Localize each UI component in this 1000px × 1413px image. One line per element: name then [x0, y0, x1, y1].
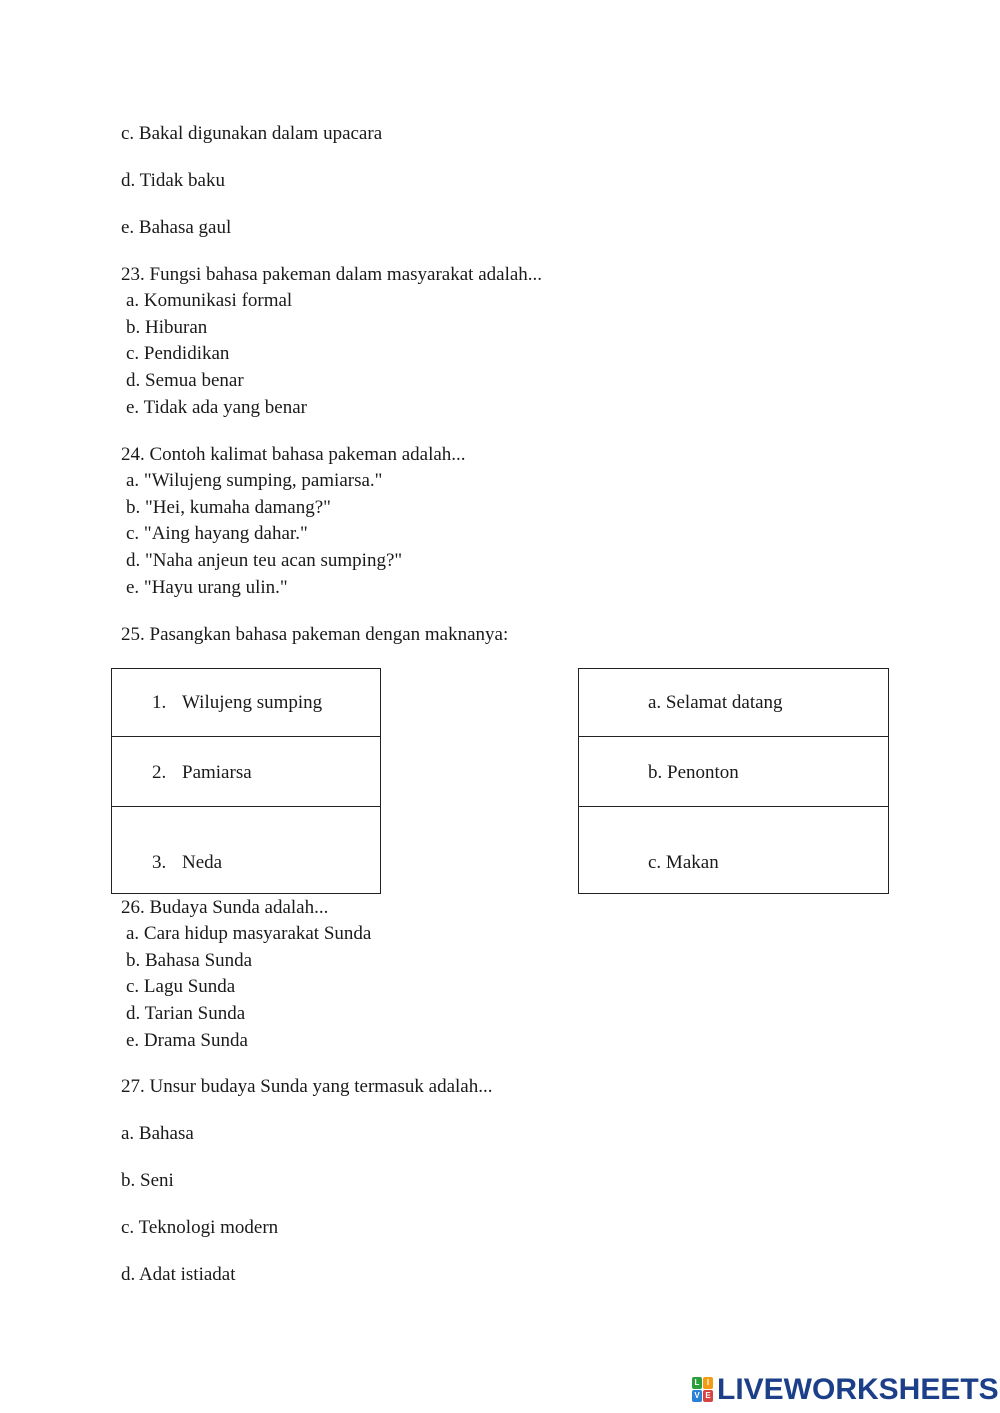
q24-option-a: a. "Wilujeng sumping, pamiarsa."	[126, 470, 383, 491]
q23-option-d: d. Semua benar	[126, 370, 244, 391]
logo-letter-tile: I	[703, 1377, 713, 1389]
liveworksheets-logo-icon	[692, 1377, 714, 1403]
match-left-table	[111, 668, 381, 894]
q23-option-c: c. Pendidikan	[126, 343, 230, 364]
match-right-row	[579, 736, 888, 807]
liveworksheets-wordmark: LIVEWORKSHEETS	[717, 1373, 999, 1406]
match-left-row	[112, 669, 380, 737]
match-left-term: Wilujeng sumping	[182, 692, 323, 713]
logo-letter-tile: L	[692, 1377, 702, 1389]
match-left-number: 3.	[152, 852, 167, 873]
match-right-row	[579, 669, 888, 737]
q24-option-d: d. "Naha anjeun teu acan sumping?"	[126, 550, 403, 571]
prev-option-d: d. Tidak baku	[121, 170, 225, 191]
match-right-row	[579, 806, 888, 894]
q24-option-e: e. "Hayu urang ulin."	[126, 577, 288, 598]
match-left-row	[112, 806, 380, 894]
match-left-row	[112, 736, 380, 807]
question-24: 24. Contoh kalimat bahasa pakeman adalah...	[121, 444, 466, 465]
prev-option-e: e. Bahasa gaul	[121, 217, 232, 238]
q26-option-a: a. Cara hidup masyarakat Sunda	[126, 923, 372, 944]
q23-option-b: b. Hiburan	[126, 317, 208, 338]
q24-option-c: c. "Aing hayang dahar."	[126, 523, 308, 544]
q26-option-e: e. Drama Sunda	[126, 1030, 248, 1051]
match-right-meaning: b. Penonton	[648, 762, 739, 783]
q27-option-d: d. Adat istiadat	[121, 1264, 236, 1285]
q27-option-c: c. Teknologi modern	[121, 1217, 279, 1238]
q23-option-a: a. Komunikasi formal	[126, 290, 293, 311]
question-26: 26. Budaya Sunda adalah...	[121, 897, 329, 918]
match-left-term: Pamiarsa	[182, 762, 252, 783]
question-23: 23. Fungsi bahasa pakeman dalam masyarakat adalah...	[121, 264, 543, 285]
q23-option-e: e. Tidak ada yang benar	[126, 397, 307, 418]
logo-letter-tile: V	[692, 1390, 702, 1402]
match-left-term: Neda	[182, 852, 223, 873]
q26-option-c: c. Lagu Sunda	[126, 976, 236, 997]
match-left-number: 1.	[152, 692, 167, 713]
question-27: 27. Unsur budaya Sunda yang termasuk adalah...	[121, 1076, 493, 1097]
q26-option-b: b. Bahasa Sunda	[126, 950, 253, 971]
match-right-meaning: a. Selamat datang	[648, 692, 783, 713]
q27-option-b: b. Seni	[121, 1170, 174, 1191]
match-left-number: 2.	[152, 762, 167, 783]
match-right-table	[578, 668, 889, 894]
q27-option-a: a. Bahasa	[121, 1123, 194, 1144]
prev-option-c: c. Bakal digunakan dalam upacara	[121, 123, 383, 144]
question-25: 25. Pasangkan bahasa pakeman dengan maknanya:	[121, 624, 509, 645]
q26-option-d: d. Tarian Sunda	[126, 1003, 246, 1024]
liveworksheets-logo	[692, 1374, 999, 1406]
match-right-meaning: c. Makan	[648, 852, 719, 873]
logo-letter-tile: E	[703, 1390, 713, 1402]
q24-option-b: b. "Hei, kumaha damang?"	[126, 497, 331, 518]
